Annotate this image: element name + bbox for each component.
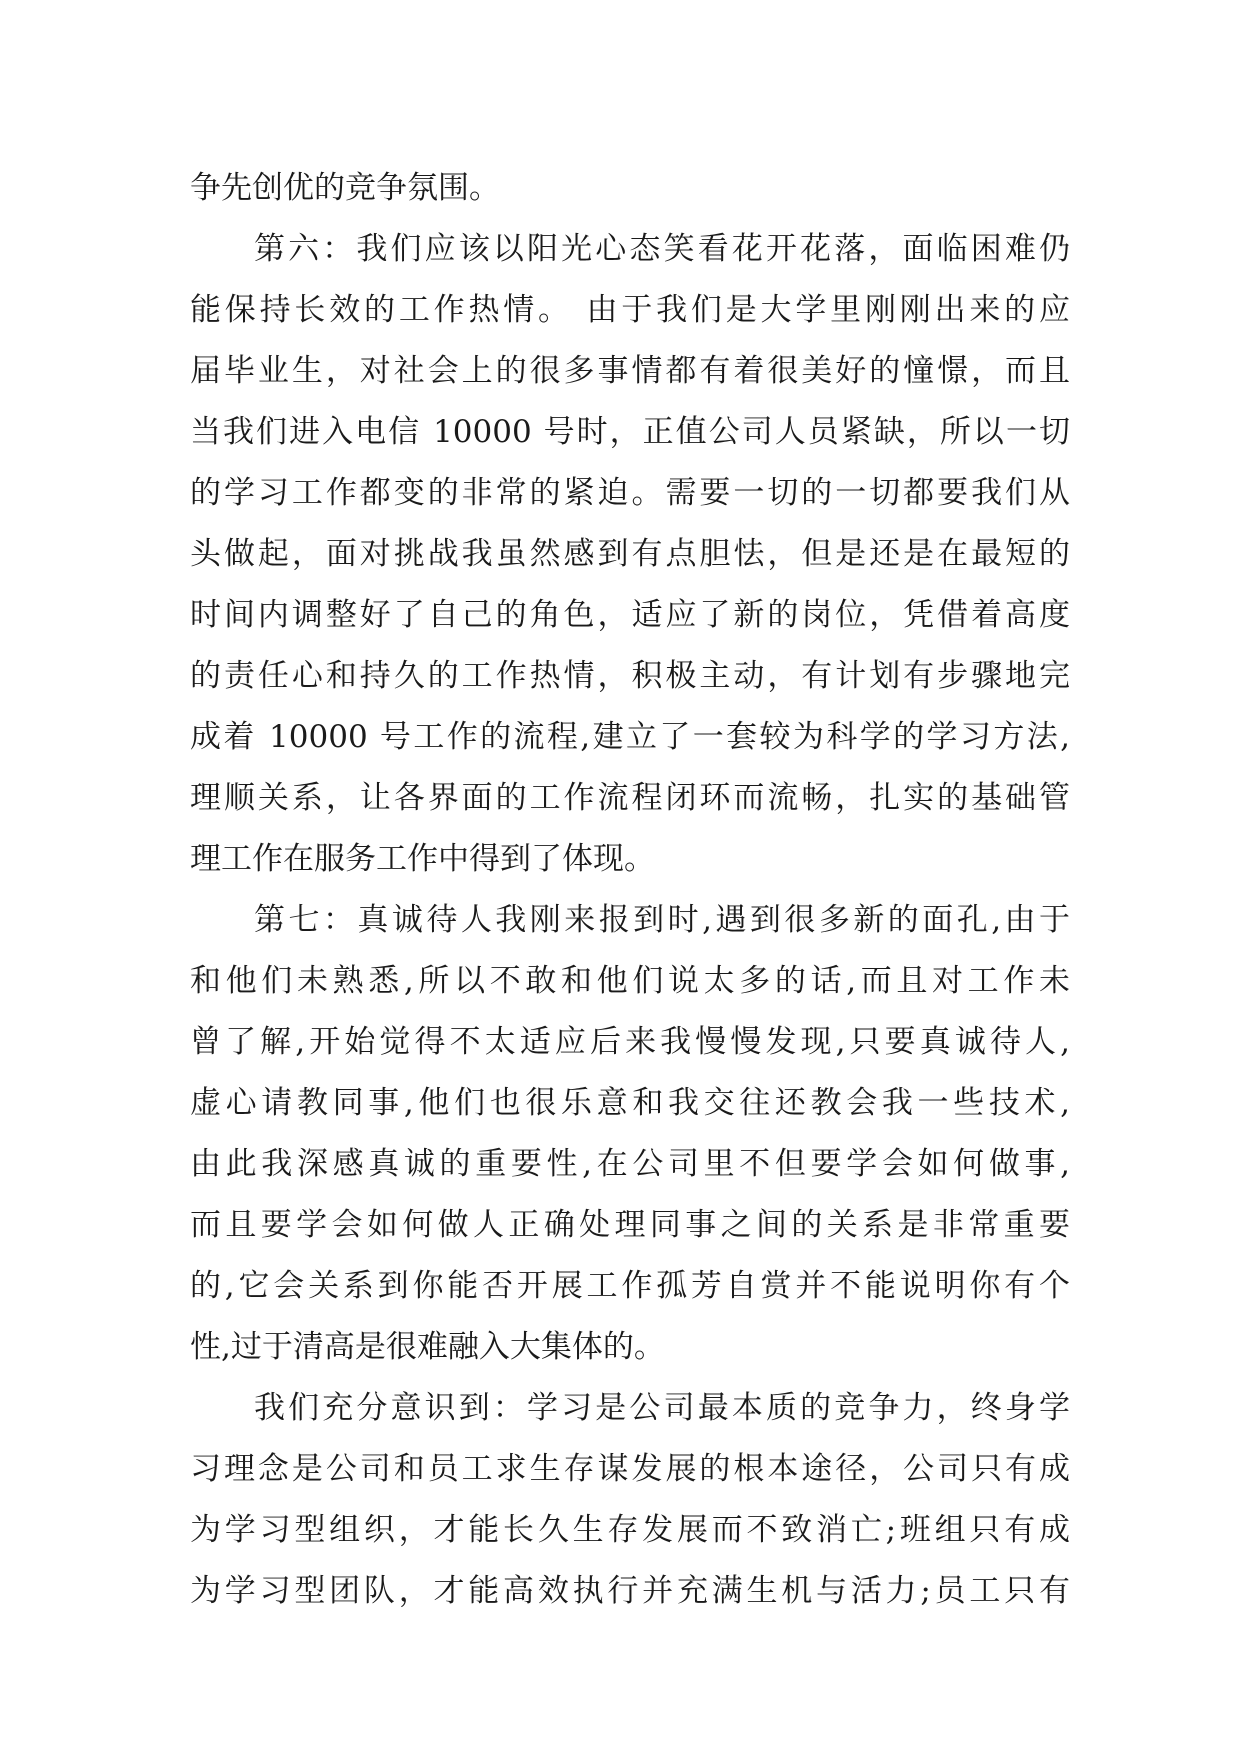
text-line: 第七：真诚待人我刚来报到时,遇到很多新的面孔,由于	[254, 902, 1070, 938]
paragraph-learning	[190, 1378, 1070, 1622]
text-line: 理工作在服务工作中得到了体现。	[190, 841, 655, 877]
text-line: 理顺关系，让各界面的工作流程闭环而流畅，扎实的基础管	[190, 780, 1070, 816]
text-line: 而且要学会如何做人正确处理同事之间的关系是非常重要	[190, 1207, 1070, 1243]
text-line: 为学习型团队，才能高效执行并充满生机与活力;员工只有	[190, 1573, 1070, 1609]
paragraph-continuation	[190, 158, 1070, 219]
text-line: 争先创优的竞争氛围。	[190, 170, 500, 206]
document-body	[190, 158, 1070, 1622]
text-line: 性,过于清高是很难融入大集体的。	[190, 1329, 665, 1365]
text-line: 成着 10000 号工作的流程,建立了一套较为科学的学习方法,	[190, 719, 1070, 755]
text-line: 的学习工作都变的非常的紧迫。需要一切的一切都要我们从	[190, 475, 1070, 511]
text-line: 当我们进入电信 10000 号时，正值公司人员紧缺，所以一切	[190, 414, 1070, 450]
text-line: 能保持长效的工作热情。 由于我们是大学里刚刚出来的应	[190, 292, 1070, 328]
text-line: 头做起，面对挑战我虽然感到有点胆怯，但是还是在最短的	[190, 536, 1070, 572]
text-line: 第六：我们应该以阳光心态笑看花开花落，面临困难仍	[254, 231, 1070, 267]
text-line: 曾了解,开始觉得不太适应后来我慢慢发现,只要真诚待人,	[190, 1024, 1070, 1060]
text-line: 虚心请教同事,他们也很乐意和我交往还教会我一些技术,	[190, 1085, 1070, 1121]
paragraph-sixth	[190, 219, 1070, 890]
text-line: 时间内调整好了自己的角色，适应了新的岗位，凭借着高度	[190, 597, 1070, 633]
text-line: 为学习型组织，才能长久生存发展而不致消亡;班组只有成	[190, 1512, 1070, 1548]
text-line: 我们充分意识到：学习是公司最本质的竞争力，终身学	[254, 1390, 1070, 1426]
text-line: 的责任心和持久的工作热情，积极主动，有计划有步骤地完	[190, 658, 1070, 694]
text-line: 的,它会关系到你能否开展工作孤芳自赏并不能说明你有个	[190, 1268, 1070, 1304]
text-line: 习理念是公司和员工求生存谋发展的根本途径，公司只有成	[190, 1451, 1070, 1487]
text-line: 届毕业生，对社会上的很多事情都有着很美好的憧憬，而且	[190, 353, 1070, 389]
text-line: 由此我深感真诚的重要性,在公司里不但要学会如何做事,	[190, 1146, 1070, 1182]
text-line: 和他们未熟悉,所以不敢和他们说太多的话,而且对工作未	[190, 963, 1070, 999]
paragraph-seventh	[190, 890, 1070, 1378]
